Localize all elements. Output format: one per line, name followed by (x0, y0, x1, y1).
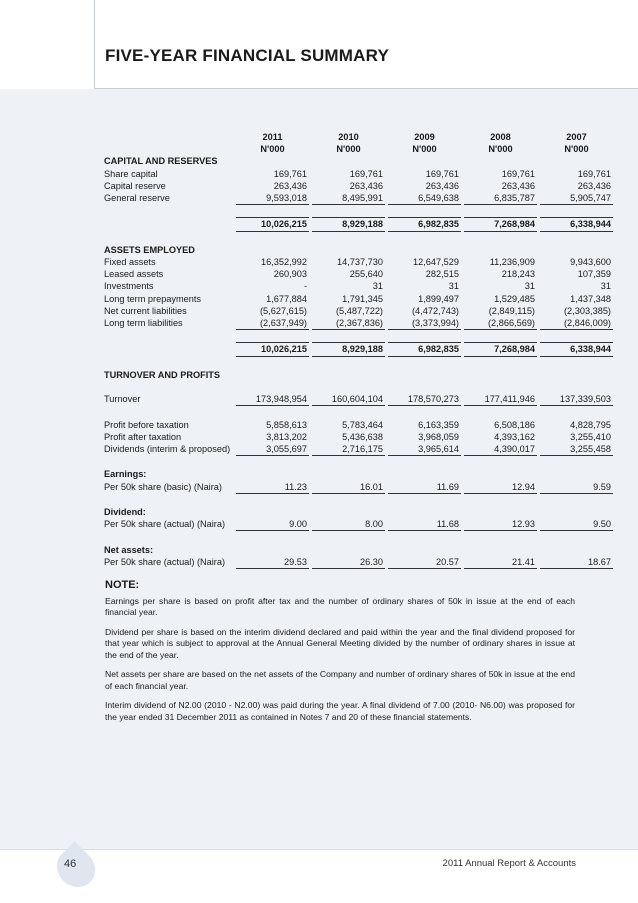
row-value: 160,604,104 (312, 393, 385, 406)
row-value: 31 (372, 281, 383, 292)
row-value: N'000 (412, 144, 437, 155)
row-value: 169,761 (425, 168, 459, 179)
row-value: 5,436,638 (342, 431, 383, 442)
row-value: - (303, 281, 307, 292)
row-label: General reserve (104, 193, 170, 204)
row-label: Per 50k share (actual) (Naira) (104, 519, 226, 530)
row-value: 255,640 (349, 269, 383, 280)
row-value (464, 244, 537, 256)
row-value: 1,899,497 (418, 293, 459, 304)
row-value: 3,255,458 (540, 443, 613, 456)
row-value: 2009 (414, 132, 435, 142)
currency-header-row (104, 143, 613, 155)
row-value (388, 506, 461, 518)
row-value: 2010 (338, 132, 359, 142)
row-value: 263,436 (273, 180, 307, 191)
row-value: 173,948,954 (236, 393, 309, 406)
row-value (236, 468, 309, 480)
row-value (312, 369, 385, 381)
row-value: (2,846,009) (540, 317, 613, 330)
row-value (540, 544, 613, 556)
row-value (236, 506, 309, 518)
row-label: Long term liabilities (104, 318, 183, 329)
section-heading-row (104, 468, 613, 480)
table-row (104, 518, 613, 531)
table-row (104, 481, 613, 494)
row-value: 10,026,215 (236, 218, 309, 231)
row-value: 20.57 (388, 556, 461, 569)
table-row (104, 192, 613, 205)
header-left-rule (94, 0, 95, 89)
row-value: 4,390,017 (464, 443, 537, 456)
row-value: 1,677,884 (266, 293, 307, 304)
row-value (388, 369, 461, 381)
row-value (464, 369, 537, 381)
row-value: (3,373,994) (388, 317, 461, 330)
row-value: 6,508,186 (494, 419, 535, 430)
row-value: 6,835,787 (464, 192, 537, 205)
row-value: (2,849,115) (488, 305, 535, 316)
header-band (0, 0, 638, 88)
row-value: 169,761 (273, 168, 307, 179)
row-value: 8,495,991 (312, 192, 385, 205)
row-value: 8,929,188 (312, 218, 385, 231)
row-value: 169,761 (577, 168, 611, 179)
table-row (104, 393, 613, 406)
spacer-row (104, 205, 613, 218)
row-value: 31 (524, 281, 535, 292)
row-label: Share capital (104, 168, 158, 179)
row-value: 263,436 (501, 180, 535, 191)
row-value: 4,393,162 (494, 431, 535, 442)
row-value (540, 244, 613, 256)
row-label: Fixed assets (104, 257, 156, 267)
row-label: Profit after taxation (104, 431, 182, 442)
row-value: 8,929,188 (312, 343, 385, 356)
row-value (312, 244, 385, 256)
report-title: 2011 Annual Report & Accounts (442, 858, 576, 869)
row-value: 260,903 (273, 269, 307, 280)
section-heading-row (104, 544, 613, 556)
row-value: 9,943,600 (570, 257, 611, 267)
row-value: 6,982,835 (388, 343, 461, 356)
spacer-row (104, 231, 613, 244)
row-value: 1,437,348 (570, 293, 611, 304)
section-heading-row (104, 506, 613, 518)
row-value: 18.67 (540, 556, 613, 569)
row-value (540, 369, 613, 381)
row-value: N'000 (564, 144, 589, 155)
table-row (104, 305, 613, 317)
row-value (236, 155, 309, 167)
table-row (104, 268, 613, 280)
row-value (464, 155, 537, 167)
row-label (104, 143, 236, 155)
row-value: 263,436 (425, 180, 459, 191)
row-label: Net assets: (104, 544, 154, 555)
row-label (104, 131, 236, 143)
table-row (104, 443, 613, 456)
row-label (104, 343, 236, 356)
row-value: 6,549,638 (388, 192, 461, 205)
table-row (104, 256, 613, 268)
row-value: 3,968,059 (418, 431, 459, 442)
row-value (540, 506, 613, 518)
row-value: 282,515 (425, 269, 459, 280)
row-value: 2008 (490, 132, 511, 142)
row-value (312, 155, 385, 167)
table-row (104, 419, 613, 431)
row-value: 4,828,795 (570, 419, 611, 430)
spacer-row (104, 493, 613, 506)
row-value: 12.93 (464, 518, 537, 531)
table-row (104, 556, 613, 569)
row-value: (2,367,836) (312, 317, 385, 330)
row-value: 107,359 (577, 269, 611, 280)
notes-section (105, 580, 575, 731)
row-value: 31 (600, 281, 611, 292)
row-value: 3,055,697 (236, 443, 309, 456)
row-value: (4,472,743) (412, 305, 459, 316)
row-value: 6,982,835 (388, 218, 461, 231)
row-value: (5,487,722) (336, 305, 383, 316)
section-heading-row (104, 369, 613, 381)
note-paragraph: Dividend per share is based on the interim dividend declared and paid within the year and the final dividend proposed for that year which is subject to approval at the Annual General Meeting divided by the number of ordinary shares in issue at the end of the year. (105, 626, 575, 660)
row-value: 2,716,175 (312, 443, 385, 456)
row-value: 5,905,747 (540, 192, 613, 205)
row-value: 29.53 (236, 556, 309, 569)
row-value: 8.00 (312, 518, 385, 531)
row-value: 12,647,529 (413, 257, 459, 267)
row-value: 263,436 (349, 180, 383, 191)
row-value: 218,243 (501, 269, 535, 280)
row-value: 31 (448, 281, 459, 292)
row-value (236, 544, 309, 556)
row-value: 11.68 (388, 518, 461, 531)
spacer-row (104, 356, 613, 369)
row-label: Long term prepayments (104, 293, 202, 304)
row-label: Dividend: (104, 506, 146, 517)
spacer-row (104, 381, 613, 393)
row-label: TURNOVER AND PROFITS (104, 369, 221, 380)
row-value: 7,268,984 (464, 343, 537, 356)
row-value: 178,570,273 (388, 393, 461, 406)
row-value: 5,783,464 (342, 419, 383, 430)
row-value: 177,411,946 (464, 393, 537, 406)
row-value (388, 244, 461, 256)
note-paragraph: Interim dividend of N2.00 (2010 - N2.00) was paid during the year. A final dividend of 7.00 (2010- N6.00) was proposed for the year ended 31 December 2011 as contained in Notes 7 and 20 of these financial statements. (105, 700, 575, 722)
spacer-row (104, 406, 613, 419)
row-value: 1,529,485 (494, 293, 535, 304)
row-value: (5,627,615) (260, 305, 307, 316)
row-value: 2007 (566, 132, 587, 142)
spacer-row (104, 456, 613, 469)
row-label: Profit before taxation (104, 419, 189, 430)
row-value: 2011 (262, 132, 283, 142)
row-label: Per 50k share (basic) (Naira) (104, 481, 222, 492)
notes-heading: NOTE: (105, 579, 140, 591)
row-value (388, 544, 461, 556)
row-value (236, 244, 309, 256)
row-value: (2,637,949) (236, 317, 309, 330)
row-value: 9.00 (236, 518, 309, 531)
row-value: 9.59 (540, 481, 613, 494)
section-heading-row (104, 155, 613, 167)
spacer-row (104, 330, 613, 343)
row-value: 9.50 (540, 518, 613, 531)
row-value: 6,338,944 (540, 343, 613, 356)
row-value (464, 506, 537, 518)
row-value (312, 544, 385, 556)
row-value (540, 468, 613, 480)
row-value (464, 468, 537, 480)
row-value: 1,791,345 (342, 293, 383, 304)
total-row (104, 218, 613, 231)
year-header-row (104, 131, 613, 143)
row-value: 3,255,410 (570, 431, 611, 442)
spacer-row (104, 531, 613, 544)
row-label: Capital reserve (104, 180, 166, 191)
row-value: 169,761 (501, 168, 535, 179)
row-value: 11.69 (388, 481, 461, 494)
row-value: 26.30 (312, 556, 385, 569)
row-value: 7,268,984 (464, 218, 537, 231)
row-value: 16.01 (312, 481, 385, 494)
total-row (104, 343, 613, 356)
row-value: 21.41 (464, 556, 537, 569)
table-row (104, 168, 613, 180)
row-value: 11.23 (236, 481, 309, 494)
row-value: 263,436 (577, 180, 611, 191)
row-value: 12.94 (464, 481, 537, 494)
row-label: Leased assets (104, 269, 164, 280)
table-row (104, 293, 613, 305)
row-value: N'000 (336, 144, 361, 155)
row-label: CAPITAL AND RESERVES (104, 156, 218, 167)
row-value (464, 544, 537, 556)
row-value: (2,303,385) (564, 305, 611, 316)
row-value (312, 506, 385, 518)
row-value: 3,813,202 (266, 431, 307, 442)
page-number: 46 (64, 858, 77, 870)
row-value (236, 369, 309, 381)
note-paragraph: Net assets per share are based on the net assets of the Company and number of ordinary shares of 50k in issue at the end of each financial year. (105, 669, 575, 691)
row-label: ASSETS EMPLOYED (104, 244, 195, 255)
row-value: (2,866,569) (464, 317, 537, 330)
row-label: Earnings: (104, 469, 147, 480)
row-label: Turnover (104, 394, 141, 405)
row-value (388, 155, 461, 167)
row-value: 169,761 (349, 168, 383, 179)
row-value: N'000 (260, 144, 285, 155)
table-row (104, 317, 613, 330)
row-value: 11,236,909 (489, 257, 535, 267)
footer-divider (0, 849, 638, 850)
table-row (104, 180, 613, 192)
row-value (312, 468, 385, 480)
table-row (104, 280, 613, 292)
row-label (104, 218, 236, 231)
row-value: 5,858,613 (266, 419, 307, 430)
row-value: N'000 (488, 144, 513, 155)
row-label: Investments (104, 281, 154, 292)
financial-summary-table (104, 131, 613, 569)
row-value: 9,593,018 (236, 192, 309, 205)
page-title: FIVE-YEAR FINANCIAL SUMMARY (105, 46, 390, 65)
row-label: Dividends (interim & proposed) (104, 444, 231, 455)
row-value (388, 468, 461, 480)
row-value: 6,338,944 (540, 218, 613, 231)
row-label: Net current liabilities (104, 305, 187, 316)
row-value: 14,737,730 (337, 257, 383, 267)
row-label: Per 50k share (actual) (Naira) (104, 557, 226, 568)
row-value (540, 155, 613, 167)
section-heading-row (104, 244, 613, 256)
row-value: 6,163,359 (418, 419, 459, 430)
row-value: 10,026,215 (236, 343, 309, 356)
table-row (104, 431, 613, 443)
note-paragraph: Earnings per share is based on profit after tax and the number of ordinary shares of 50k in issue at the end of each financial year. (105, 595, 575, 617)
row-value: 137,339,503 (540, 393, 613, 406)
row-value: 3,965,614 (388, 443, 461, 456)
row-value: 16,352,992 (261, 257, 307, 267)
